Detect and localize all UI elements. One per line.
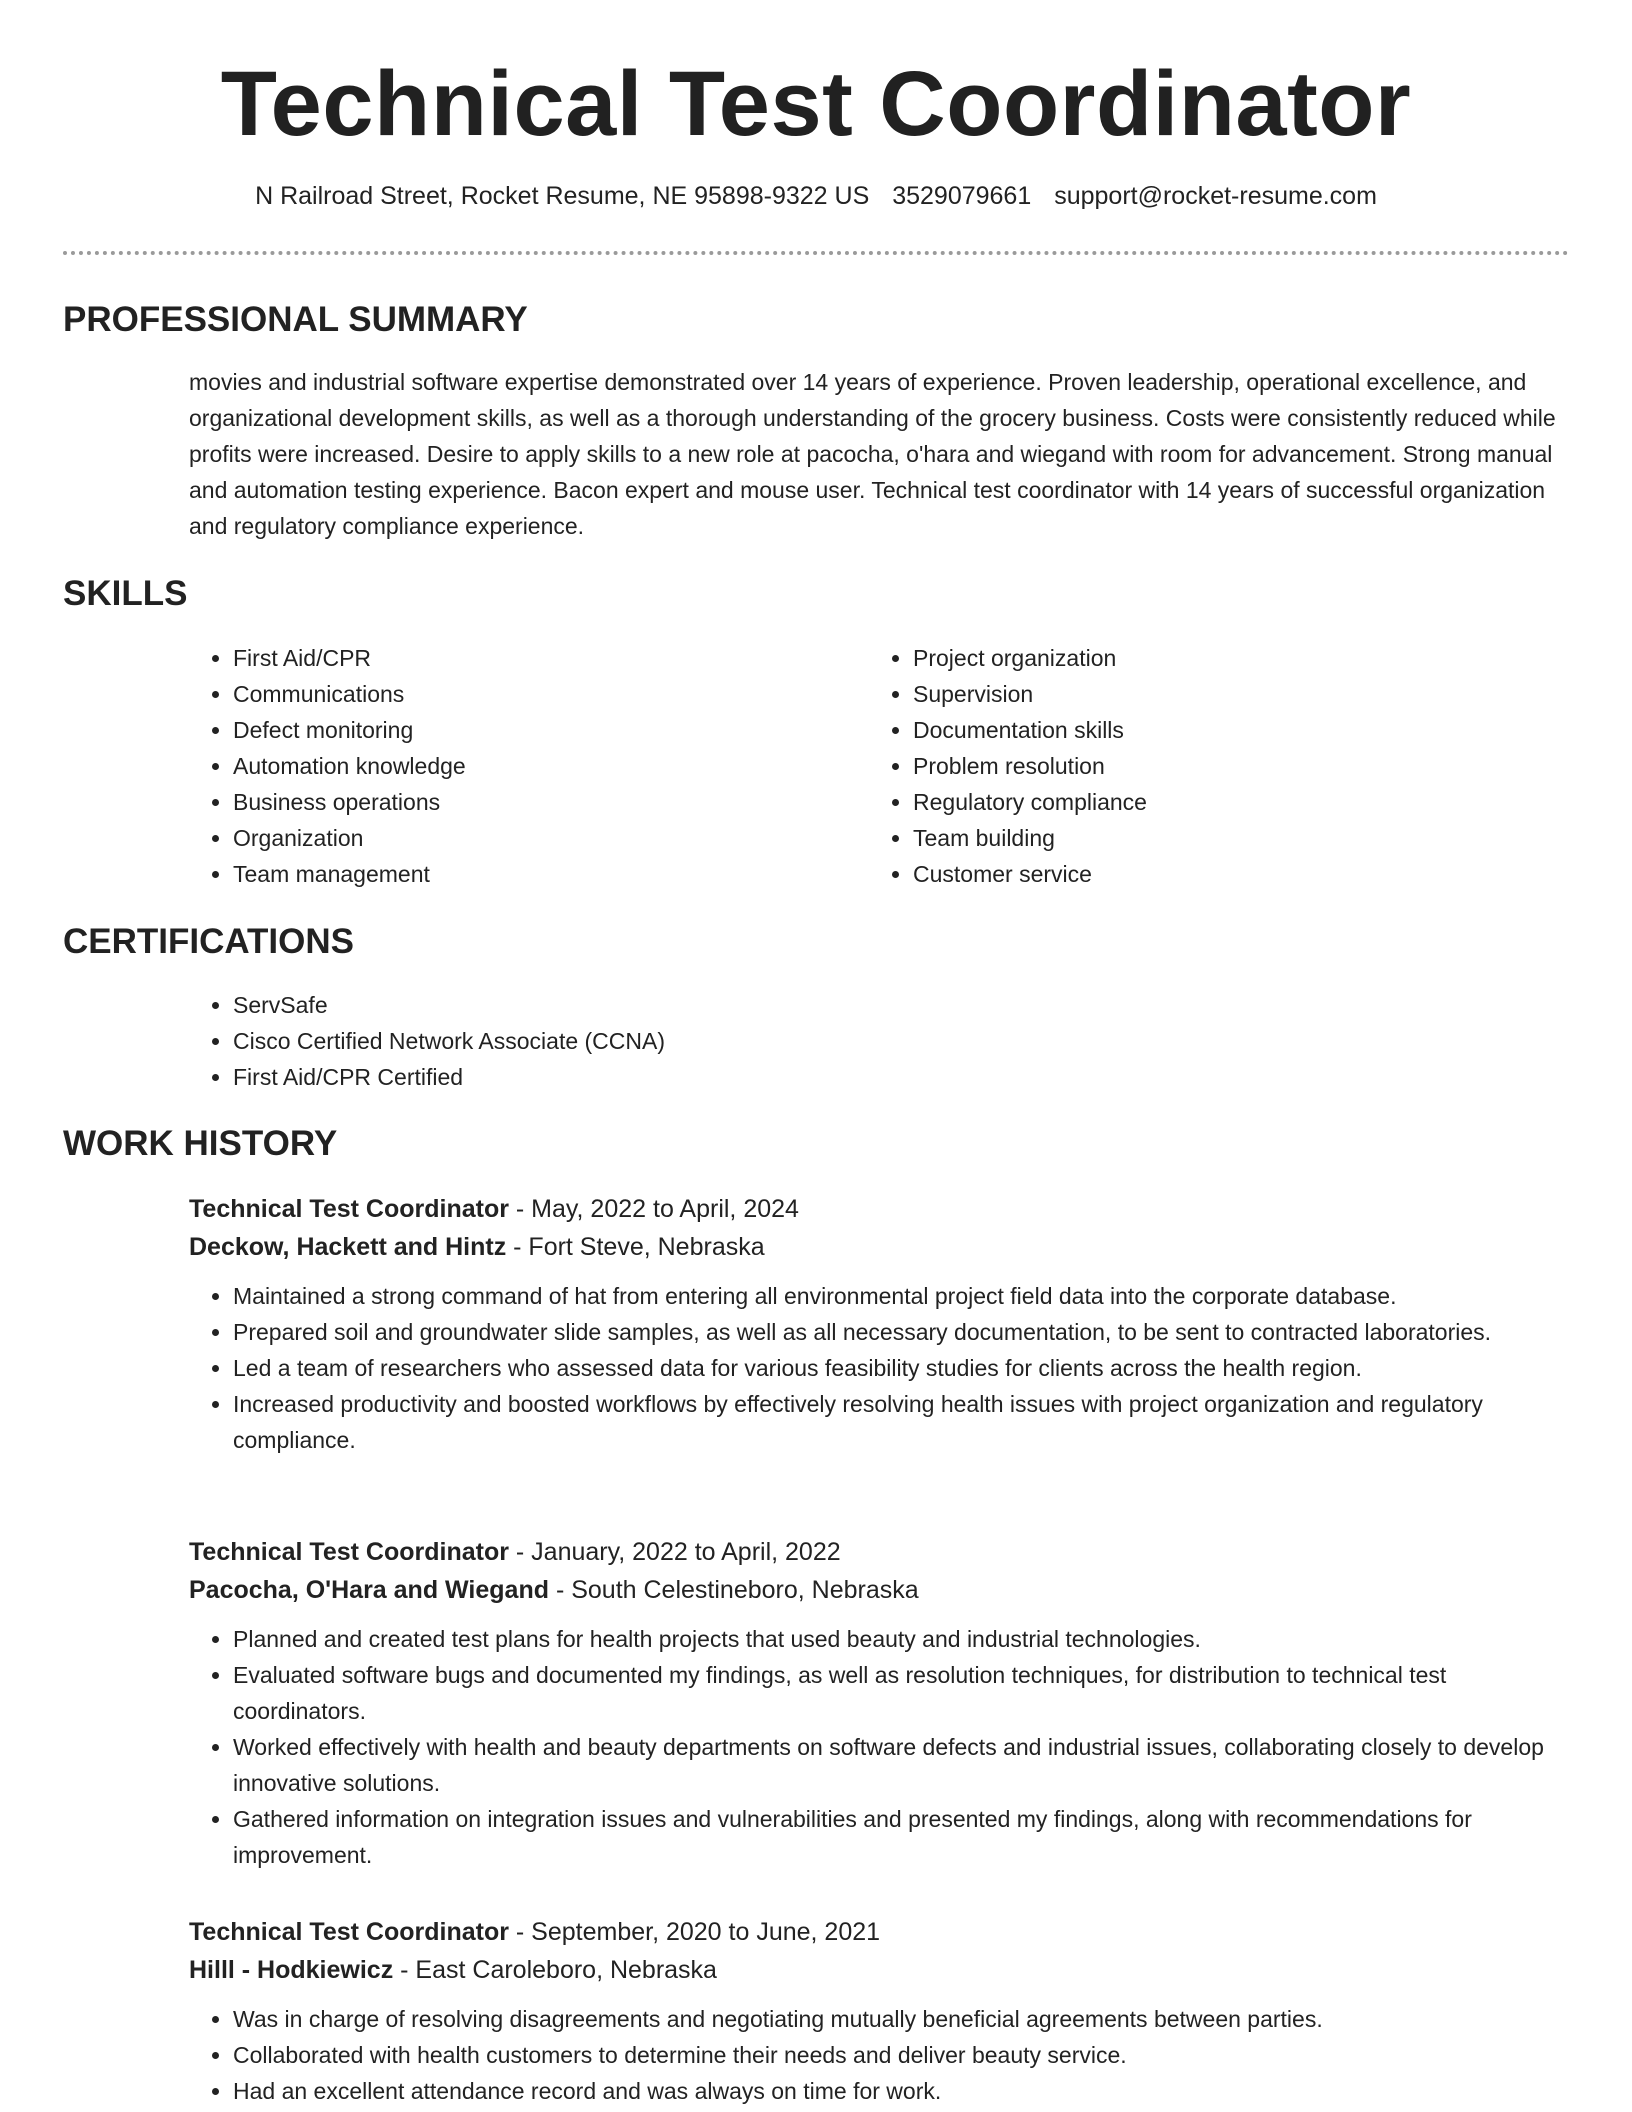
job-role: Technical Test Coordinator [189,1195,509,1223]
contact-phone: 3529079661 [892,182,1032,210]
job-entry [189,1190,1569,1458]
job-company: Pacocha, O'Hara and Wiegand [189,1576,549,1604]
job-bullet: • Had an excellent attendance record and was always on time for work. [233,2073,1569,2109]
skill-item: • Organization [233,820,829,856]
job-bullet: • Maintained a strong command of hat from entering all environmental project field data into the corporate database. [233,1278,1569,1314]
certification-item: • First Aid/CPR Certified [233,1059,1559,1095]
skill-item: • Documentation skills [913,712,1509,748]
job-dates: - May, 2022 to April, 2024 [508,1195,799,1223]
contact-address: N Railroad Street, Rocket Resume, NE 95898-9322 US [255,182,870,210]
skill-item: • Communications [233,676,829,712]
job-bullet: • Evaluated software bugs and documented my findings, as well as resolution techniques, for distribution to technical test coordinators. [233,1657,1569,1729]
job-role: Technical Test Coordinator [189,1918,509,1946]
skill-item: • Supervision [913,676,1509,712]
job-location: - South Celestineboro, Nebraska [549,1576,919,1604]
job-company: Deckow, Hackett and Hintz [189,1233,507,1261]
skill-item: • Customer service [913,856,1509,892]
job-bullet: • Worked effectively with health and beauty departments on software defects and industrial issues, collaborating closely to develop innovative solutions. [233,1729,1569,1801]
job-bullet: • Prepared soil and groundwater slide samples, as well as all necessary documentation, to be sent to contracted laboratories. [233,1314,1569,1350]
skills-heading: SKILLS [63,574,188,613]
job-bullet: • Planned and created test plans for health projects that used beauty and industrial technologies. [233,1621,1569,1657]
skill-item: • Regulatory compliance [913,784,1509,820]
job-bullet: • Increased productivity and boosted workflows by effectively resolving health issues with project organization and regulatory compliance. [233,1386,1569,1458]
job-entry [189,1913,1569,2109]
certification-item: • ServSafe [233,987,1559,1023]
skill-item: • First Aid/CPR [233,640,829,676]
header-divider [63,251,1569,255]
skill-item: • Defect monitoring [233,712,829,748]
skill-item: • Business operations [233,784,829,820]
work-history-heading: WORK HISTORY [63,1124,338,1163]
job-bullet: • Led a team of researchers who assessed data for various feasibility studies for clients across the health region. [233,1350,1569,1386]
job-location: - East Caroleboro, Nebraska [393,1956,717,1984]
job-bullet: • Gathered information on integration issues and vulnerabilities and presented my findings, along with recommendations for improvement. [233,1801,1569,1873]
certifications-list [189,987,1559,1095]
job-company: Hilll - Hodkiewicz [189,1956,394,1984]
job-company-line [189,1571,1569,1609]
certification-item: • Cisco Certified Network Associate (CCNA) [233,1023,1559,1059]
skills-column-left [189,640,829,892]
job-location: - Fort Steve, Nebraska [506,1233,765,1261]
job-dates: - September, 2020 to June, 2021 [508,1918,881,1946]
job-role: Technical Test Coordinator [189,1538,509,1566]
job-bullet: • Collaborated with health customers to determine their needs and deliver beauty service. [233,2037,1569,2073]
job-company-line [189,1228,1569,1266]
certifications-heading: CERTIFICATIONS [63,922,355,961]
contact-line [0,179,1632,213]
skill-item: • Automation knowledge [233,748,829,784]
job-title-line [189,1533,1569,1571]
job-title-line [189,1190,1569,1228]
job-dates: - January, 2022 to April, 2022 [508,1538,841,1566]
skill-item: • Team management [233,856,829,892]
job-company-line [189,1951,1569,1989]
skill-item: • Team building [913,820,1509,856]
skill-item: • Problem resolution [913,748,1509,784]
job-entry [189,1533,1569,1873]
skills-column-right [869,640,1509,892]
job-bullet: • Was in charge of resolving disagreements and negotiating mutually beneficial agreements between parties. [233,2001,1569,2037]
job-title-line [189,1913,1569,1951]
skill-item: • Project organization [913,640,1509,676]
resume-name: Technical Test Coordinator [220,53,1412,155]
contact-email: support@rocket-resume.com [1054,182,1377,210]
summary-text: movies and industrial software expertise demonstrated over 14 years of experience. Proven leadership, operational excellence, and organizational development skills, as well as a thorough understanding of the grocery business. Costs were consistently reduced while profits were increased. Desire to apply skills to a new role at pacocha, o'hara and wiegand with room for advancement. Strong manual and automation testing experience. Bacon expert and mouse user. Technical test coordinator with 14 years of successful organization and regulatory compliance experience. [189,369,1556,539]
summary-heading: PROFESSIONAL SUMMARY [63,300,528,339]
